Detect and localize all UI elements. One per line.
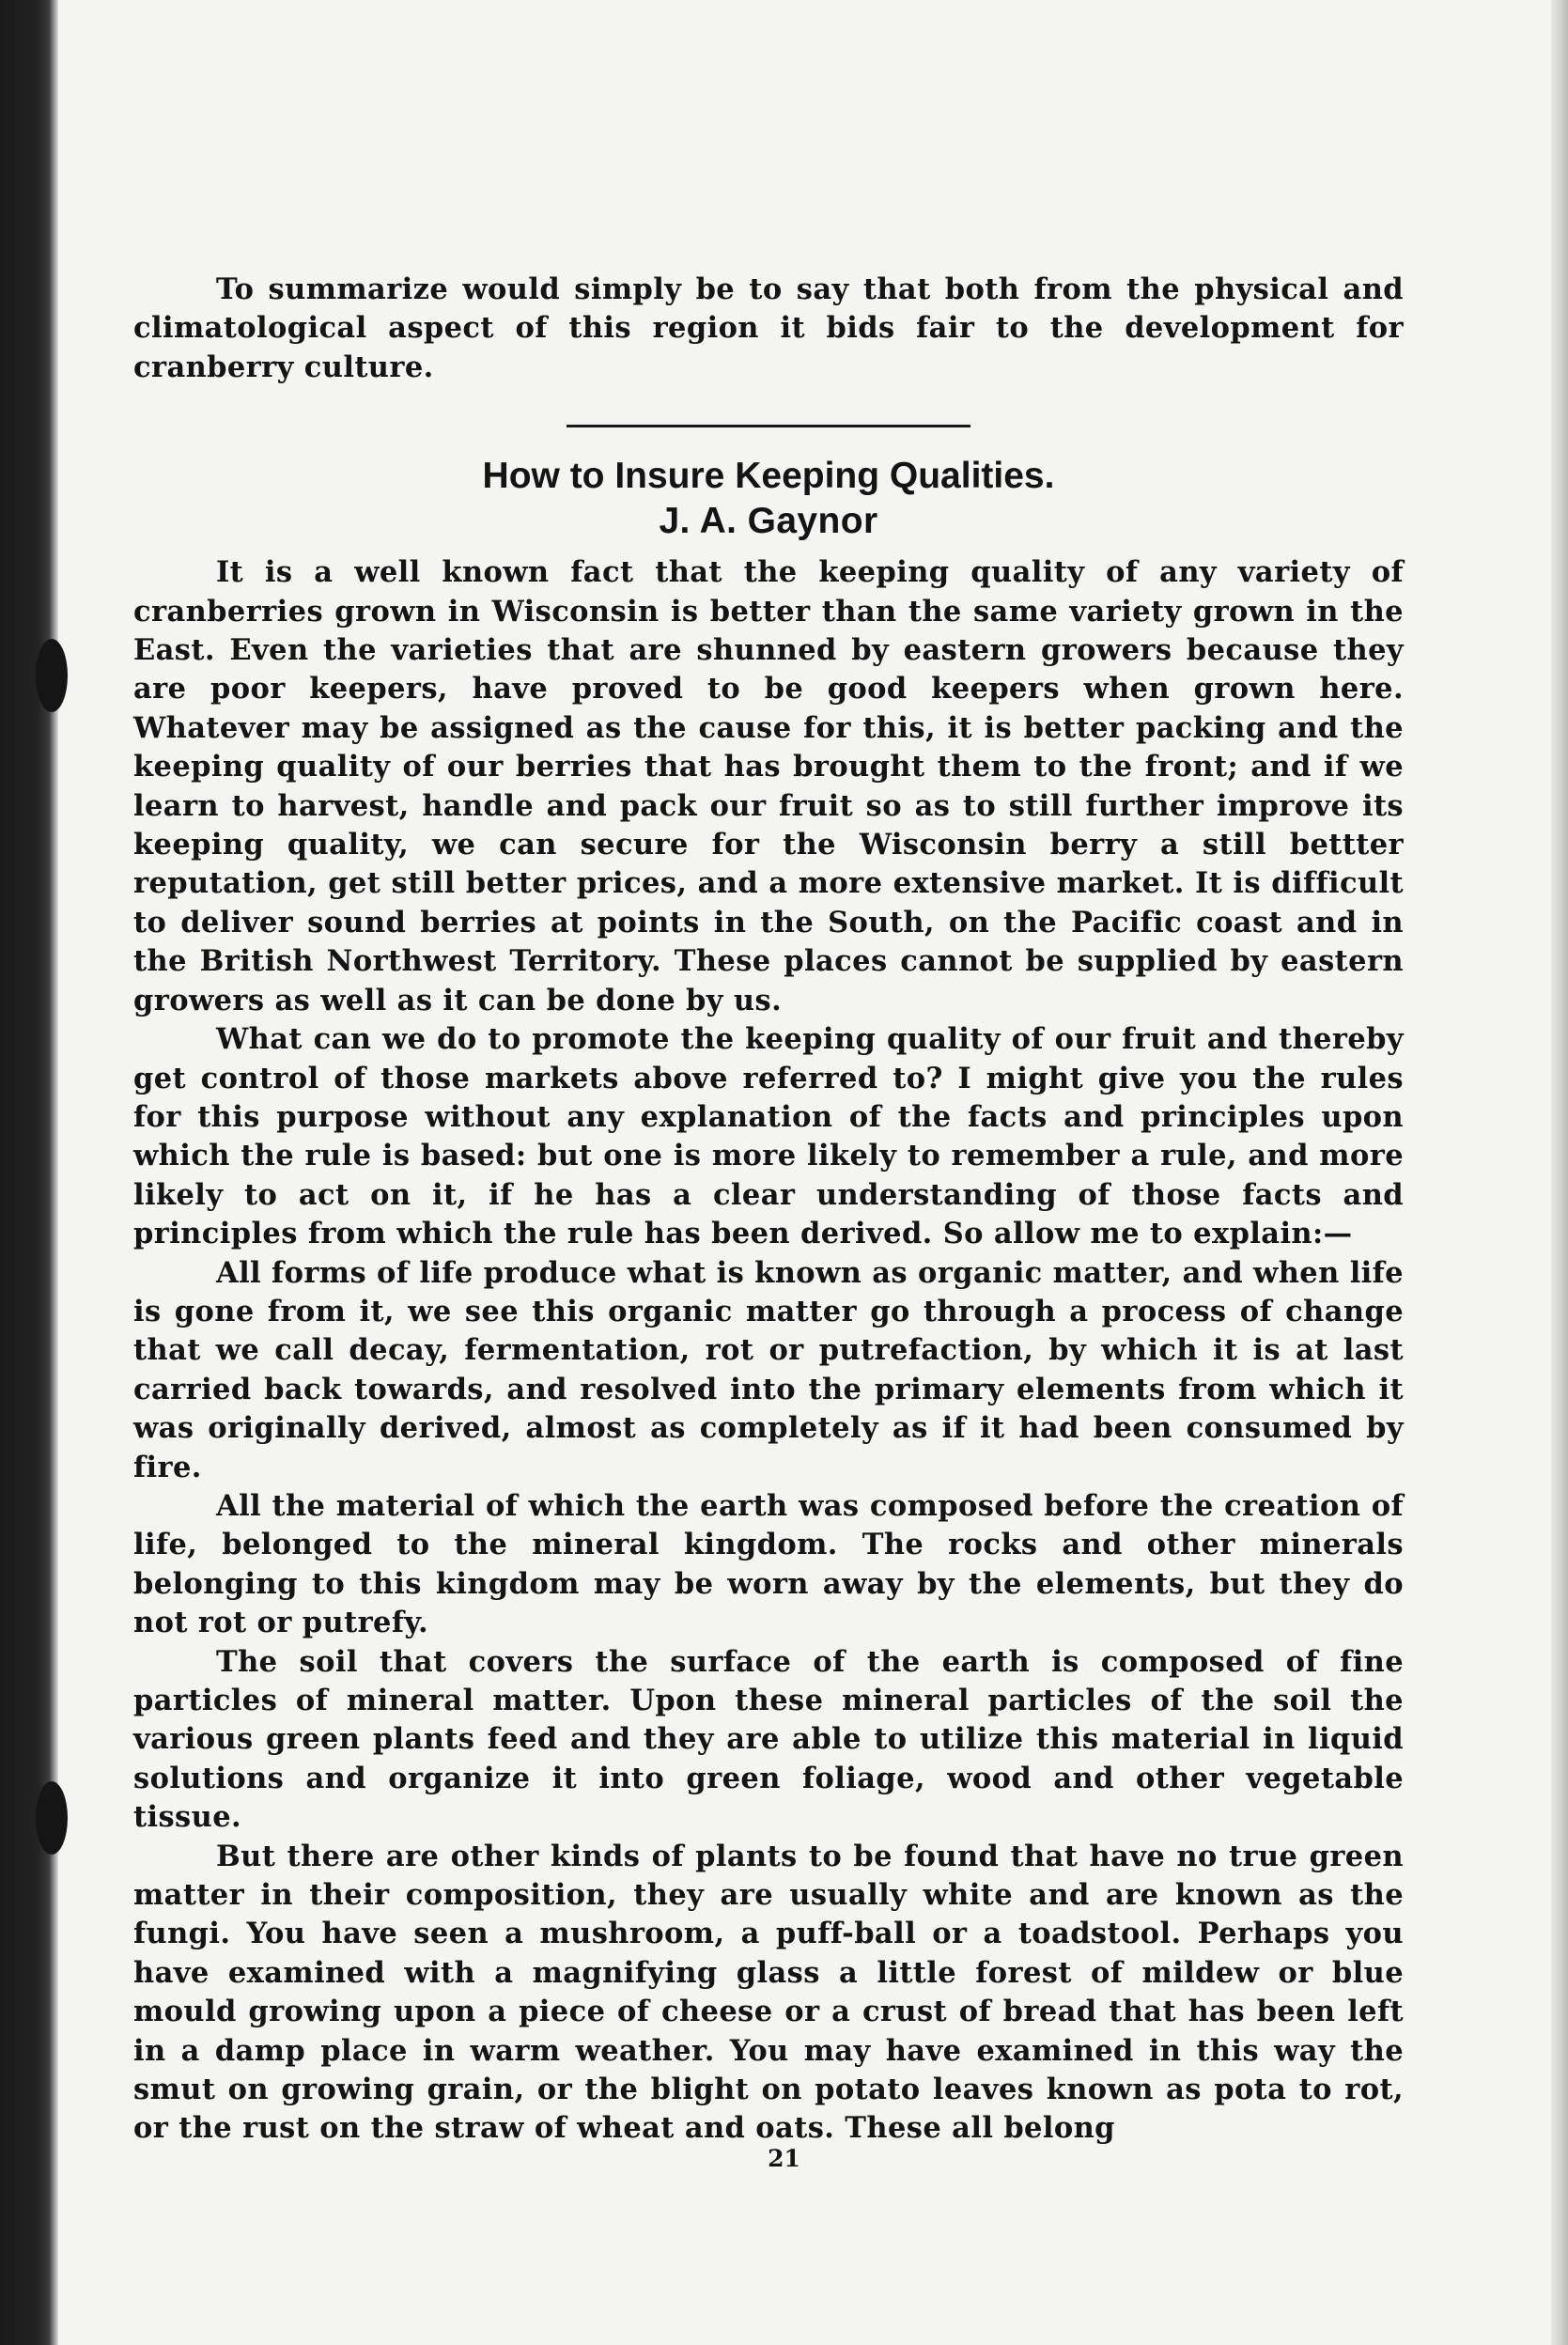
article-title: How to Insure Keeping Qualities.	[482, 456, 1055, 497]
article-paragraph-4: All the material of which the earth was composed before the creation of life, belonged to the mineral kingdom. The rocks and other minerals belonging to this kingdom may be worn away by the elements, but they do not rot or putrefy.	[133, 1488, 1404, 1640]
binding-hole-bottom	[36, 1781, 68, 1855]
page-number: 21	[768, 2145, 800, 2172]
article-paragraph-5: The soil that covers the surface of the earth is composed of fine particles of mineral matter. Upon these mineral particles of the soil the various green plants feed and they are able to utilize this material in liquid solutions and organize it into green foliage, wood and other vegetable tissue.	[133, 1644, 1404, 1835]
binding-edge	[0, 0, 58, 2345]
page-right-edge	[1551, 0, 1568, 2345]
section-divider	[567, 425, 970, 427]
article-paragraph-6: But there are other kinds of plants to be found that have no true green matter in their composition, they are usually white and are known as the fungi. You have seen a mushroom, a puff-ball or a toadstool. Perhaps you have examined with a magnifying glass a little forest of mildew or blue mould growing upon a piece of cheese or a crust of bread that has been left in a damp place in warm weather. You may have examined in this way the smut on growing grain, or the blight on potato leaves known as pota to rot, or the rust on the straw of wheat and oats. These all belong	[133, 1839, 1404, 2146]
binding-hole-top	[36, 639, 68, 712]
article-paragraph-1: It is a well known fact that the keeping quality of any variety of cranberries grown in Wisconsin is better than the same variety grown in the East. Even the varieties that are shunned by eastern growers because they are poor keepers, have proved to be good keepers when grown here. Whatever may be assigned as the cause for this, it is better packing and the keeping quality of our berries that has brought them to the front; and if we learn to harvest, handle and pack our fruit so as to still further improve its keeping quality, we can secure for the Wisconsin berry a still bettter reputation, get still better prices, and a more extensive market. It is difficult to deliver sound berries at points in the South, on the Pacific coast and in the British Northwest Territory. These places cannot be supplied by eastern growers as well as it can be done by us.	[133, 555, 1404, 1017]
article-author: J. A. Gaynor	[659, 501, 878, 542]
article-paragraph-3: All forms of life produce what is known as organic matter, and when life is gone from it, we see this organic matter go through a process of change that we call decay, fermentation, rot or putrefaction, by which it is at last carried back towards, and resolved into the primary elements from which it was originally derived, almost as completely as if it had been consumed by fire.	[133, 1255, 1404, 1484]
article-paragraph-2: What can we do to promote the keeping quality of our fruit and thereby get control of those markets above referred to? I might give you the rules for this purpose without any explanation of the facts and principles upon which the rule is based: but one is more likely to remember a rule, and more likely to act on it, if he has a clear understanding of those facts and principles from which the rule has been derived. So allow me to explain:—	[133, 1022, 1404, 1251]
page-content	[133, 271, 1404, 2149]
intro-paragraph: To summarize would simply be to say that both from the physical and climatological aspect of this region it bids fair to the development for cranberry culture.	[133, 272, 1404, 384]
